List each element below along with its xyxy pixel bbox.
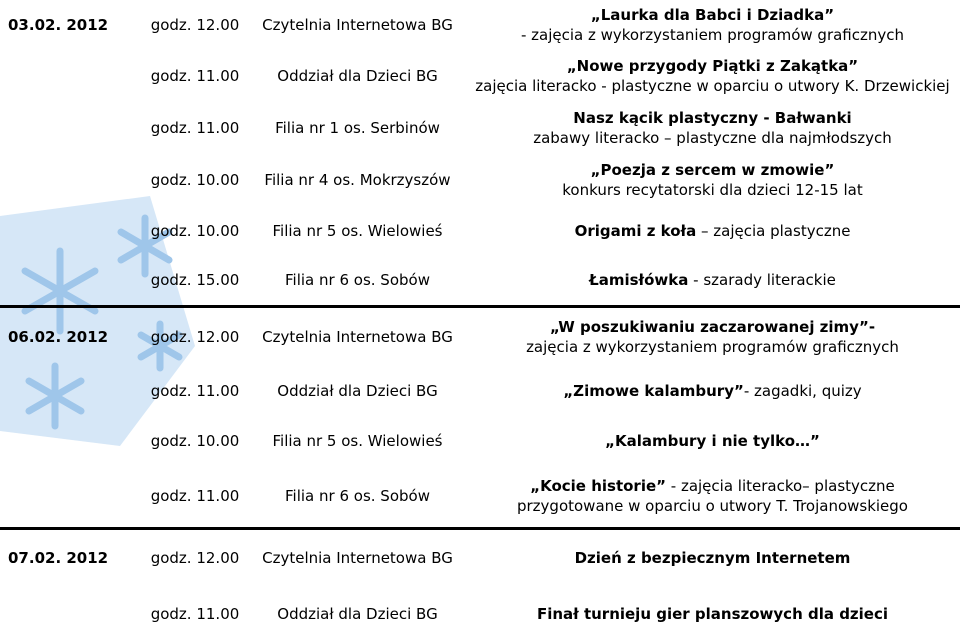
table-row: [0, 466, 960, 528]
table-row: [0, 102, 960, 154]
event-cell: [465, 528, 960, 586]
event-cell: [465, 0, 960, 50]
location-label: Oddział dla Dzieci BG: [277, 382, 438, 400]
event-cell: [465, 416, 960, 466]
date-empty: [0, 256, 140, 306]
event-title: Dzień z bezpiecznym Internetem: [574, 548, 851, 567]
table-row: [0, 586, 960, 641]
event-cell: [465, 306, 960, 366]
location-label: Czytelnia Internetowa BG: [262, 327, 453, 346]
date-label: 07.02. 2012: [8, 548, 109, 567]
event-title: Finał turnieju gier planszowych dla dzieci: [536, 604, 889, 623]
event-desc: zajęcia z wykorzystaniem programów graficznych: [526, 337, 899, 356]
table-row: [0, 0, 960, 50]
time-label: godz. 12.00: [150, 16, 240, 34]
event-desc: - zajęcia z wykorzystaniem programów graficznych: [520, 26, 905, 44]
date-empty: [0, 586, 140, 641]
event-cell: [465, 102, 960, 154]
table-row: [0, 50, 960, 102]
time-label: godz. 15.00: [140, 256, 250, 306]
location-label: Filia nr 5 os. Wielowieś: [272, 432, 443, 450]
event-desc: zajęcia literacko - plastyczne w oparciu o utwory K. Drzewickiej: [475, 77, 950, 95]
event-title: „W poszukiwaniu zaczarowanej zimy”-: [549, 317, 876, 336]
event-desc: konkurs recytatorski dla dzieci 12-15 lat: [562, 181, 863, 199]
event-desc: zabawy literacko – plastyczne dla najmłodszych: [533, 129, 892, 147]
event-title: „Kocie historie”: [530, 477, 666, 496]
event-title: „Poezja z sercem w zmowie”: [590, 161, 835, 179]
event-title: „Nowe przygody Piątki z Zakątka”: [566, 57, 859, 75]
time-label: godz. 12.00: [150, 548, 240, 567]
location-label: Czytelnia Internetowa BG: [262, 548, 453, 567]
date-empty: [0, 366, 140, 416]
date-empty: [0, 416, 140, 466]
date-label: 06.02. 2012: [8, 327, 109, 346]
location-label: Czytelnia Internetowa BG: [262, 16, 453, 34]
date-empty: [0, 466, 140, 528]
time-label: godz. 11.00: [140, 466, 250, 528]
location-label: Filia nr 6 os. Sobów: [250, 256, 465, 306]
time-label: godz. 10.00: [150, 171, 240, 189]
event-title: „Zimowe kalambury”: [563, 382, 744, 400]
table-row: [0, 416, 960, 466]
time-label: godz. 11.00: [150, 67, 240, 85]
location-label: Oddział dla Dzieci BG: [277, 67, 438, 85]
event-cell: [465, 256, 960, 306]
time-label: godz. 12.00: [150, 327, 240, 346]
event-title: Nasz kącik plastyczny - Bałwanki: [573, 109, 852, 127]
time-label: godz. 11.00: [150, 604, 240, 623]
location-label: Filia nr 5 os. Wielowieś: [272, 222, 443, 240]
table-row: [0, 206, 960, 256]
time-label: godz. 11.00: [150, 119, 240, 137]
event-cell: [465, 206, 960, 256]
table-row: [0, 528, 960, 586]
event-cell: [465, 50, 960, 102]
event-desc: - szarady literackie: [693, 271, 836, 290]
event-desc: - zagadki, quizy: [743, 382, 862, 400]
event-title: Origami z koła: [574, 222, 697, 240]
table-row: [0, 256, 960, 306]
date-empty: [0, 154, 140, 206]
event-cell: [465, 586, 960, 641]
date-empty: [0, 102, 140, 154]
event-cell: [465, 366, 960, 416]
table-row: [0, 306, 960, 366]
time-label: godz. 11.00: [150, 382, 240, 400]
event-title: Łamisłówka: [589, 271, 689, 290]
event-desc: - zajęcia literacko– plastyczne: [666, 477, 895, 496]
date-empty: [0, 50, 140, 102]
location-label: Filia nr 4 os. Mokrzyszów: [264, 171, 451, 189]
event-cell: [465, 154, 960, 206]
event-title: „Laurka dla Babci i Dziadka”: [590, 6, 835, 24]
location-label: Filia nr 6 os. Sobów: [250, 466, 465, 528]
event-desc-2: przygotowane w oparciu o utwory T. Trojanowskiego: [516, 497, 908, 516]
location-label: Filia nr 1 os. Serbinów: [275, 119, 440, 137]
event-cell: [465, 466, 960, 528]
table-row: [0, 154, 960, 206]
date-label: 03.02. 2012: [8, 16, 109, 34]
time-label: godz. 10.00: [150, 432, 240, 450]
event-title: „Kalambury i nie tylko…”: [605, 432, 820, 450]
location-label: Oddział dla Dzieci BG: [277, 604, 438, 623]
table-row: [0, 366, 960, 416]
event-desc: – zajęcia plastyczne: [701, 222, 851, 240]
date-empty: [0, 206, 140, 256]
time-label: godz. 10.00: [150, 222, 240, 240]
